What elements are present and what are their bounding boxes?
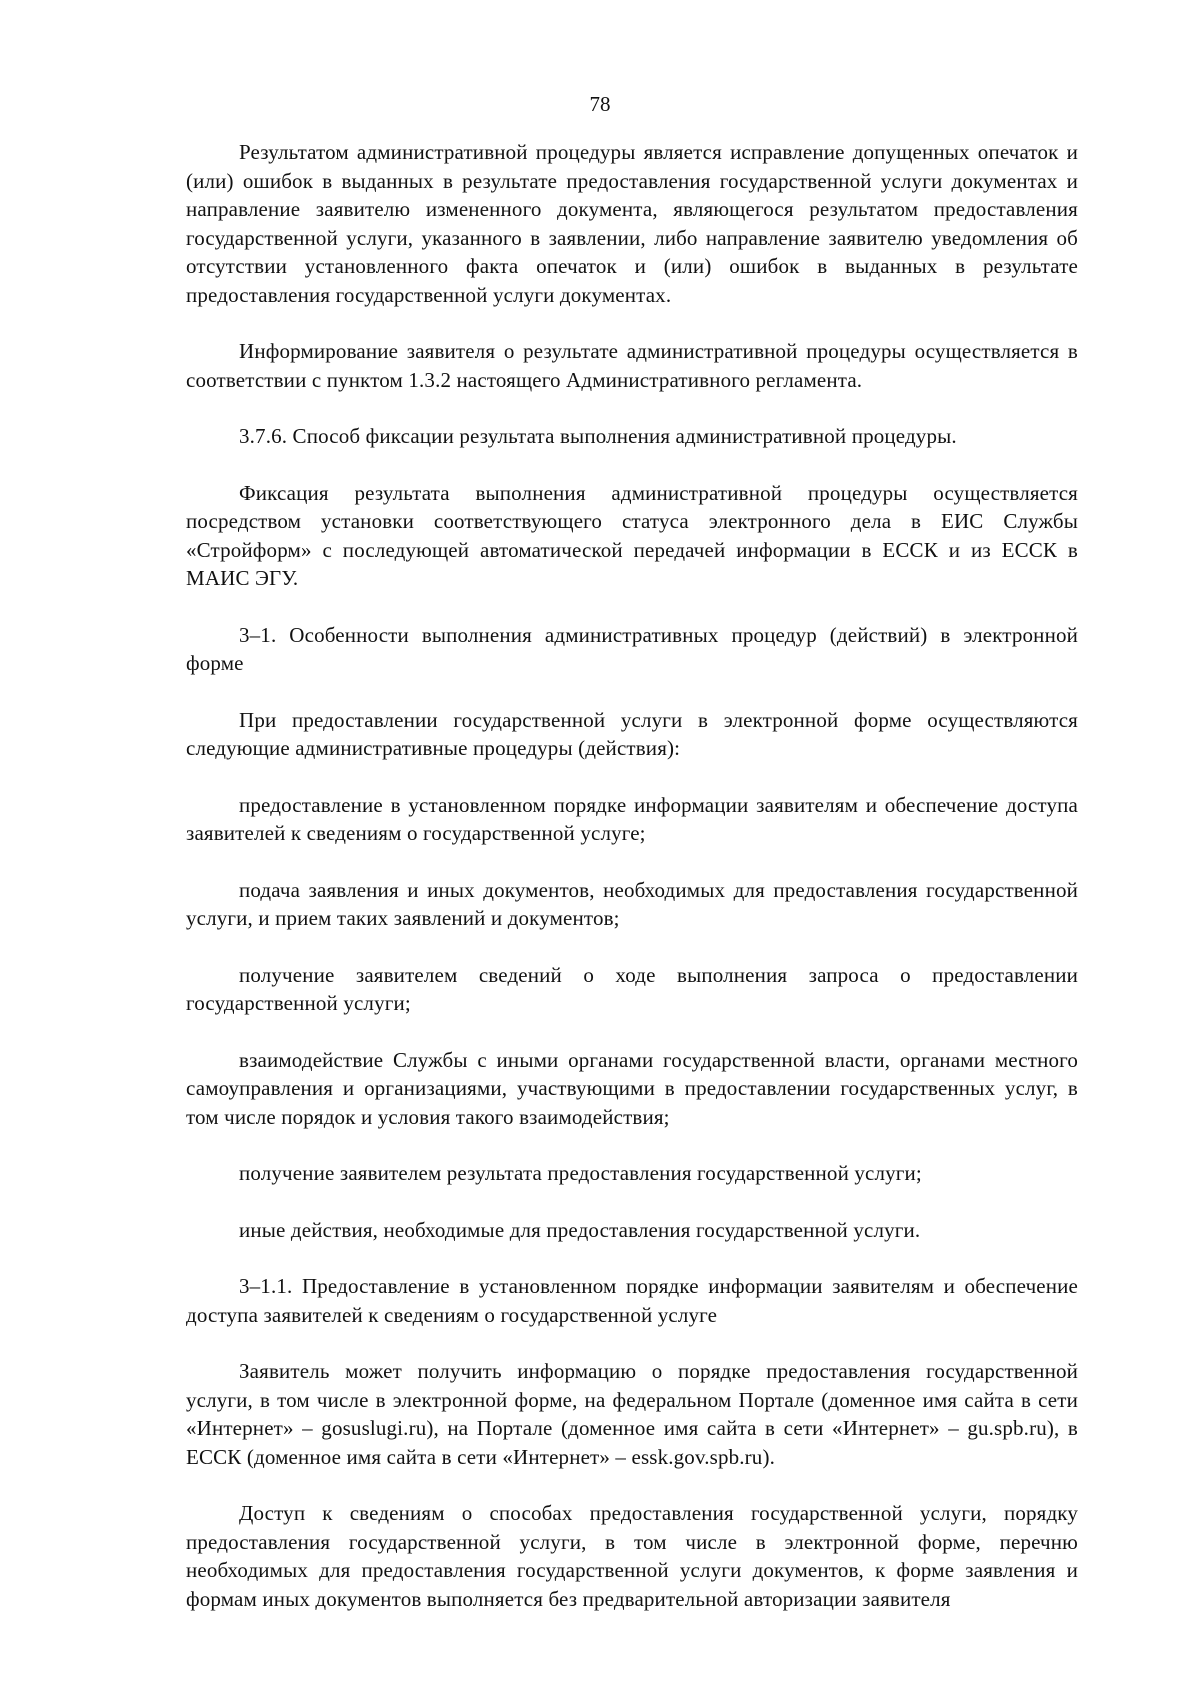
paragraph-informing: Информирование заявителя о результате административной процедуры осуществляется в соответствии с пунктом 1.3.2 настоящего Административного регламента. xyxy=(186,339,1078,392)
list-item-result: получение заявителем результата предоставления государственной услуги; xyxy=(239,1161,922,1185)
paragraph-procedures-intro: При предоставлении государственной услуги в электронной форме осуществляются следующие административные процедуры (действия): xyxy=(186,707,1078,760)
paragraph-portals: Заявитель может получить информацию о порядке предоставления государственной услуги, в том числе в электронной форме, на федеральном Портале (доменное имя сайта в сети «Интернет» – gosuslugi.ru), на Портале (доменное имя сайта в сети «Интернет» – gu.spb.ru), в ЕССК (доменное имя сайта в сети «Интернет» – essk.gov.spb.ru). xyxy=(186,1359,1078,1469)
list-item-submission: подача заявления и иных документов, необходимых для предоставления государственной услуги, и прием таких заявлений и документов; xyxy=(186,877,1078,930)
list-item-other: иные действия, необходимые для предоставления государственной услуги. xyxy=(239,1217,921,1242)
section-heading-3-1-1: 3–1.1. Предоставление в установленном порядке информации заявителям и обеспечение доступа заявителей к сведениям о государственной услуге xyxy=(186,1274,1078,1327)
section-heading-3-1: 3–1. Особенности выполнения административных процедур (действий) в электронной форме xyxy=(186,622,1078,675)
section-heading-3-7-6: 3.7.6. Способ фиксации результата выполнения административной процедуры. xyxy=(239,424,957,448)
page-number: 78 xyxy=(589,92,611,116)
list-item-interaction: взаимодействие Службы с иными органами государственной власти, органами местного самоуправления и организациями, участвующими в предоставлении государственных услуг, в том числе порядок и условия такого взаимодействия; xyxy=(186,1047,1078,1129)
list-item-information: предоставление в установленном порядке информации заявителям и обеспечение доступа заявителей к сведениям о государственной услуге; xyxy=(186,792,1078,845)
paragraph-result: Результатом административной процедуры является исправление допущенных опечаток и (или) ошибок в выданных в результате предоставления государственной услуги документах и направление заявителю измененного документа, являющегося результатом предоставления государственной услуги, указанного в заявлении, либо направление заявителю уведомления об отсутствии установленного факта опечаток и (или) ошибок в выданных в результате предоставления государственной услуги документах. xyxy=(186,140,1078,307)
paragraph-fixation: Фиксация результата выполнения административной процедуры осуществляется посредством установки соответствующего статуса электронного дела в ЕИС Службы «Стройформ» с последующей автоматической передачей информации в ЕССК и из ЕССК в МАИС ЭГУ. xyxy=(186,480,1078,590)
document-body xyxy=(186,138,1078,1641)
paragraph-access: Доступ к сведениям о способах предоставления государственной услуги, порядку предоставления государственной услуги, в том числе в электронной форме, перечню необходимых для предоставления государственной услуги документов, к форме заявления и формам иных документов выполняется без предварительной авторизации заявителя xyxy=(186,1501,1078,1611)
list-item-status: получение заявителем сведений о ходе выполнения запроса о предоставлении государственной услуги; xyxy=(186,962,1078,1015)
